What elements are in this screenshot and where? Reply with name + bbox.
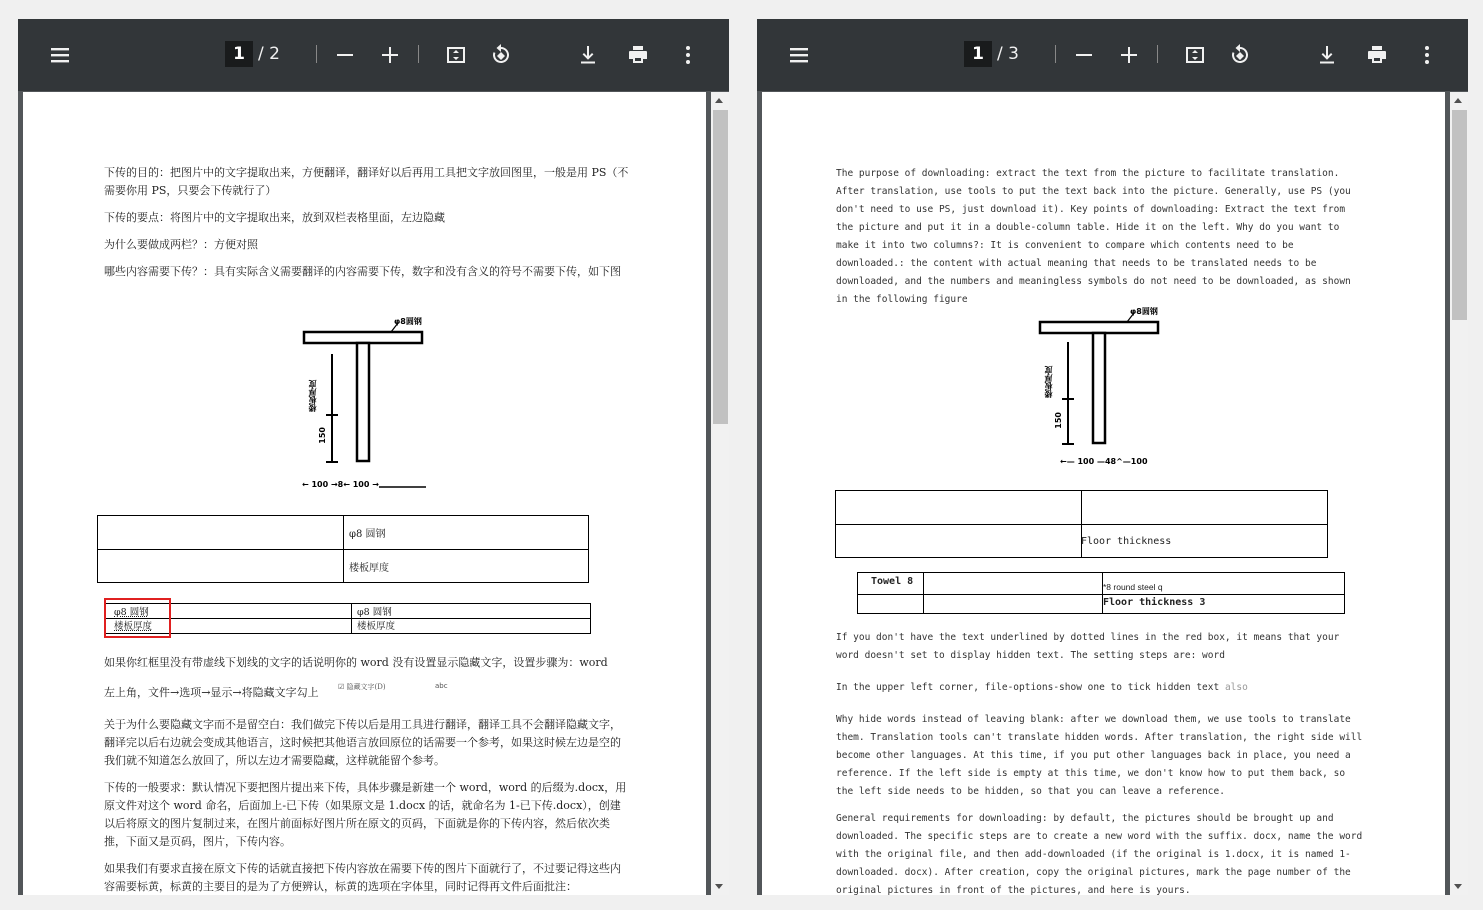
hidden-text-table (105, 603, 591, 634)
vertical-scrollbar[interactable] (711, 92, 729, 895)
two-column-table (97, 515, 589, 583)
more-options-icon[interactable] (674, 41, 702, 69)
toolbar (757, 19, 1468, 91)
paragraph: 为什么要做成两栏？：方便对照 (104, 238, 258, 251)
paragraph-faded-word: also (1224, 682, 1248, 693)
scroll-thumb[interactable] (1452, 110, 1467, 320)
paragraph: 下传的目的：把图片中的文字提取出来，方便翻译，翻译好以后再用工具把文字放回图里，一般是用 PS（不需要你用 PS，只要会下传就行了） (104, 166, 629, 197)
zoom-in-icon[interactable] (1115, 41, 1143, 69)
pdf-viewer-left (18, 19, 729, 895)
scroll-thumb[interactable] (713, 110, 728, 424)
red-highlight-box (104, 598, 171, 638)
paragraph: General requirements for downloading: by default, the pictures should be brought up and downloaded. The specific steps are to create a new word with the suffix. docx, name the word with the original file, and then add-downloaded (if the original is 1.docx, it is named 1-downloaded. docx). After creation, copy the original pictures, mark the page number of the original pictures in front of the pictures, and here is yours. (836, 813, 1363, 895)
toolbar (18, 19, 729, 91)
toolbar-divider (1055, 45, 1056, 63)
t-beam-figure (1024, 304, 1174, 474)
rotate-icon[interactable] (487, 41, 515, 69)
two-column-table (835, 490, 1328, 558)
paragraph: 下传的一般要求：默认情况下要把图片提出来下传，具体步骤是新建一个 word，word 的后缀为.docx，用原文件对这个 word 命名，后面加上-已下传（如果原文是 1.docx 的话，就命名为 1-已下传.docx），创建以后将原文的图片复制过来，在图片前面标好图片所在原文的页码，下面就是你的下传内容，然后依次类推，下面又是页码，图片，下传内容。 (104, 781, 627, 848)
table-cell: 楼板厚度 (357, 621, 396, 632)
zoom-out-icon[interactable] (1070, 41, 1098, 69)
paragraph: 哪些内容需要下传？：具有实际含义需要翻译的内容需要下传，数字和没有含义的符号不需要下传，如下图 (104, 265, 621, 278)
table-cell: φ8 圆钢 (114, 607, 149, 618)
table-cell: Floor thickness 3 (1103, 597, 1206, 608)
paragraph: 如果我们有要求直接在原文下传的话就直接把下传内容放在需要下传的图片下面就行了，不过要记得这些内容需要标黄，标黄的主要目的是为了方便辨认，标黄的选项在字体里，同时记得再文件后面批注： (104, 862, 621, 893)
toolbar-divider (316, 45, 317, 63)
page-total: / 2 (258, 44, 280, 64)
scroll-up-arrow[interactable] (1454, 98, 1462, 103)
page-number-input[interactable]: 1 (964, 41, 992, 67)
paragraph (836, 679, 1366, 697)
label-150: 150 (318, 427, 327, 444)
vertical-scrollbar[interactable] (1450, 92, 1468, 895)
scroll-down-arrow[interactable] (715, 884, 723, 889)
table-cell: φ8 圆钢 (349, 529, 386, 540)
table-cell: 楼板厚度 (349, 563, 389, 574)
scroll-up-arrow[interactable] (715, 98, 723, 103)
paragraph: The purpose of downloading: extract the text from the picture to facilitate translation. After translation, use tools to put the text back into the picture. Generally, use PS (you don't need to use PS, just download it). Key points of downloading: Extract the text from the picture and put it in a double-column table. Hide it on the left. Why do you want to make it into two columns?: It is convenient to compare which contents need to be downloaded.: the content with actual meaning that needs to be translated needs to be downloaded, and the numbers and meaningless symbols do not need to be downloaded, as shown in the following figure (836, 168, 1351, 305)
pdf-page (762, 92, 1445, 895)
menu-icon[interactable] (46, 41, 74, 69)
label-floor-thickness: 楼板厚度 (308, 380, 317, 412)
table-cell: 楼板厚度 (114, 621, 153, 632)
print-icon[interactable] (624, 41, 652, 69)
fit-page-icon[interactable] (1181, 41, 1209, 69)
download-icon[interactable] (574, 41, 602, 69)
label-150: 150 (1054, 412, 1063, 429)
fit-page-icon[interactable] (442, 41, 470, 69)
hidden-text-table (857, 572, 1345, 614)
zoom-out-icon[interactable] (331, 41, 359, 69)
rotate-icon[interactable] (1226, 41, 1254, 69)
print-icon[interactable] (1363, 41, 1391, 69)
paragraph: Why hide words instead of leaving blank: after we download them, we use tools to translate them. Translation tools can't translate hidden words. After translation, the right side will become other languages. At this time, if you put other languages back in place, you need a reference. If the left side is empty at this time, we don't know how to put them back, so the left side needs to be hidden, so that you can leave a reference. (836, 714, 1363, 797)
dimension-row: ← 100 →8← 100 → (302, 480, 379, 489)
label-phi8-steel: φ8圆钢 (1130, 307, 1158, 316)
paragraph: 左上角，文件→选项→显示→将隐藏文字勾上 (104, 686, 319, 699)
hidden-text-sample: abc (435, 682, 448, 690)
hidden-text-checkbox: ☑ 隐藏文字(D) (338, 683, 386, 691)
table-cell: φ8 圆钢 (357, 607, 392, 618)
paragraph: If you don't have the text underlined by dotted lines in the red box, it means that your word doesn't set to display hidden text. The setting steps are: word (836, 632, 1340, 661)
label-floor-thickness: 楼板厚度 (1044, 366, 1053, 398)
table-cell: *8 round steel q (1103, 582, 1163, 592)
page-total: / 3 (997, 44, 1019, 64)
paragraph-text: In the upper left corner, file-options-show one to tick hidden text (836, 682, 1220, 693)
paragraph: 下传的要点：将图片中的文字提取出来，放到双栏表格里面，左边隐藏 (104, 211, 445, 224)
more-options-icon[interactable] (1413, 41, 1441, 69)
table-cell: Towel 8 (871, 576, 914, 587)
toolbar-divider (418, 45, 419, 63)
scroll-down-arrow[interactable] (1454, 884, 1462, 889)
menu-icon[interactable] (785, 41, 813, 69)
pdf-page (23, 92, 706, 895)
toolbar-divider (1157, 45, 1158, 63)
paragraph: 关于为什么要隐藏文字而不是留空白：我们做完下传以后是用工具进行翻译，翻译工具不会翻译隐藏文字，翻译完以后右边就会变成其他语言，这时候把其他语言放回原位的话需要一个参考，如果这时候左边是空的我们就不知道怎么放回了，所以左边才需要隐藏，这样就能留个参考。 (104, 718, 621, 767)
zoom-in-icon[interactable] (376, 41, 404, 69)
pdf-viewer-right (757, 19, 1468, 895)
dimension-row: ←— 100 —48^—100 (1060, 457, 1148, 466)
page-number-input[interactable]: 1 (225, 41, 253, 67)
label-phi8-steel: φ8圆钢 (394, 317, 422, 326)
t-beam-figure (288, 314, 438, 499)
download-icon[interactable] (1313, 41, 1341, 69)
paragraph: 如果你红框里没有带虚线下划线的文字的话说明你的 word 没有设置显示隐藏文字，设置步骤为：word (104, 656, 608, 669)
table-cell: Floor thickness (1081, 536, 1172, 547)
